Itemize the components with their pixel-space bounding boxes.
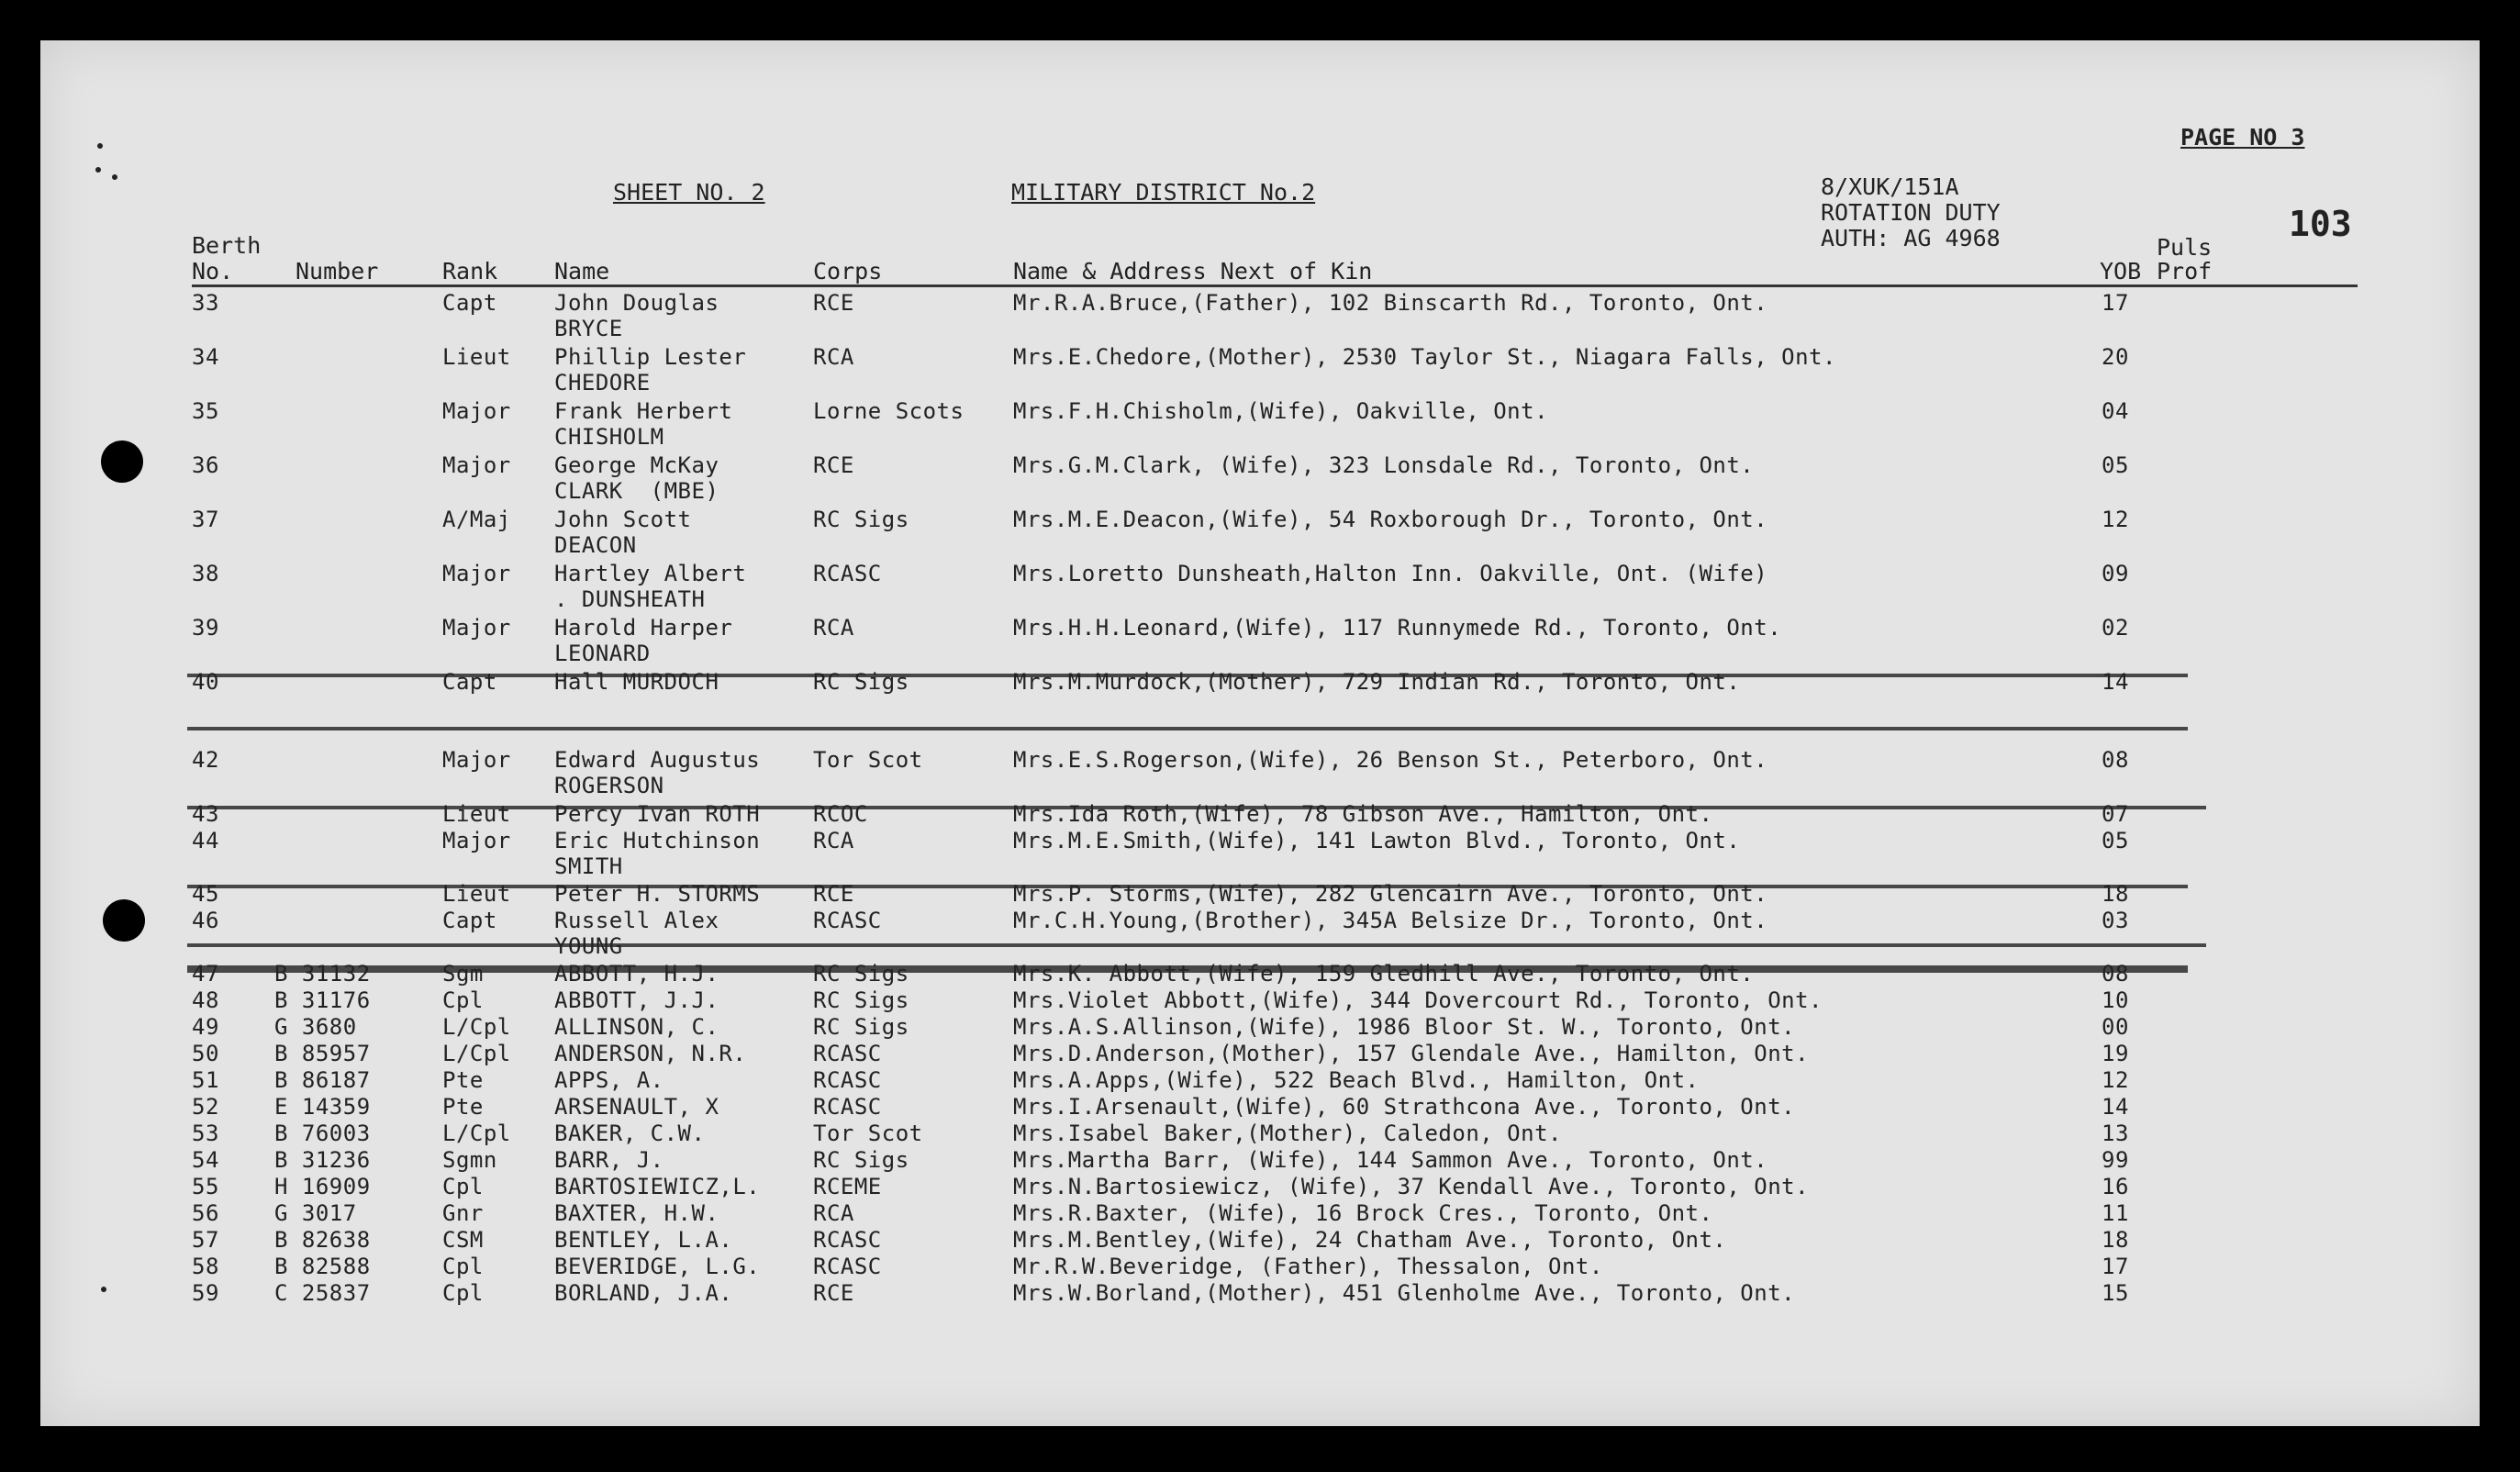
number-cell: G 3017 [274,1200,357,1226]
table-row [40,1094,2480,1121]
col-kin: Name & Address Next of Kin [1013,258,1373,284]
number-cell: G 3680 [274,1014,357,1040]
rank-cell: Pte [442,1067,484,1093]
table-row [40,1200,2480,1228]
ink-speck [112,174,117,180]
name-cell: John Douglas [554,290,719,316]
rank-cell: L/Cpl [442,1014,511,1040]
corps-cell: RCOC [813,801,868,827]
kin-cell: Mrs.G.M.Clark, (Wife), 323 Lonsdale Rd., Toronto, Ont. [1013,452,1755,478]
berth-cell: 34 [192,344,219,370]
authority: AUTH: AG 4968 [1821,225,2001,251]
corps-cell: RCE [813,881,854,907]
name-cell-line2: YOUNG [554,933,623,959]
name-cell: Edward Augustus [554,747,761,773]
corps-cell: RC Sigs [813,1147,909,1173]
yob-cell: 08 [2102,961,2129,987]
table-row [40,1067,2480,1095]
rank-cell: Capt [442,669,497,695]
kin-cell: Mrs.P. Storms,(Wife), 282 Glencairn Ave., Toronto, Ont. [1013,881,1768,907]
corps-cell: RCASC [813,1067,882,1093]
berth-cell: 36 [192,452,219,478]
berth-cell: 47 [192,961,219,987]
berth-cell: 43 [192,801,219,827]
name-cell: BARR, J. [554,1147,664,1173]
corps-cell: RCASC [813,1041,882,1066]
corps-cell: RCASC [813,1227,882,1253]
yob-cell: 11 [2102,1200,2129,1226]
table-row [40,344,2480,396]
berth-cell: 59 [192,1280,219,1306]
kin-cell: Mrs.K. Abbott,(Wife), 159 Gledhill Ave., Toronto, Ont. [1013,961,1755,987]
corps-cell: RCEME [813,1174,882,1199]
yob-cell: 16 [2102,1174,2129,1199]
yob-cell: 19 [2102,1041,2129,1066]
berth-cell: 38 [192,561,219,586]
corps-cell: RC Sigs [813,961,909,987]
rank-cell: Lieut [442,801,511,827]
rank-cell: Major [442,398,511,424]
corps-cell: RCASC [813,1254,882,1279]
kin-cell: Mr.C.H.Young,(Brother), 345A Belsize Dr., Toronto, Ont. [1013,908,1768,933]
table-row [40,961,2480,988]
rank-cell: Major [442,561,511,586]
rank-cell: Cpl [442,1174,484,1199]
rank-cell: Major [442,452,511,478]
berth-cell: 35 [192,398,219,424]
table-row [40,507,2480,558]
kin-cell: Mrs.M.Murdock,(Mother), 729 Indian Rd., Toronto, Ont. [1013,669,1741,695]
col-prof: Prof [2157,258,2213,284]
corps-cell: RCA [813,1200,854,1226]
yob-cell: 99 [2102,1147,2129,1173]
rank-cell: Capt [442,290,497,316]
rank-cell: L/Cpl [442,1121,511,1146]
berth-cell: 51 [192,1067,219,1093]
kin-cell: Mrs.A.Apps,(Wife), 522 Beach Blvd., Hamilton, Ont. [1013,1067,1700,1093]
table-row [40,669,2480,720]
table-row [40,747,2480,798]
number-cell: B 82638 [274,1227,371,1253]
name-cell-line2: SMITH [554,853,623,879]
rank-cell: Major [442,615,511,641]
kin-cell: Mrs.W.Borland,(Mother), 451 Glenholme Ave., Toronto, Ont. [1013,1280,1796,1306]
berth-cell: 46 [192,908,219,933]
berth-cell: 54 [192,1147,219,1173]
corps-cell: RCA [813,615,854,641]
table-row [40,290,2480,341]
name-cell-line2: CHEDORE [554,370,651,396]
rank-cell: Lieut [442,344,511,370]
kin-cell: Mrs.Violet Abbott,(Wife), 344 Dovercourt Rd., Toronto, Ont. [1013,987,1823,1013]
berth-cell: 58 [192,1254,219,1279]
berth-cell: 37 [192,507,219,532]
corps-cell: RCASC [813,1094,882,1120]
yob-cell: 05 [2102,828,2129,853]
yob-cell: 18 [2102,1227,2129,1253]
berth-cell: 56 [192,1200,219,1226]
rank-cell: Cpl [442,987,484,1013]
number-cell: B 85957 [274,1041,371,1066]
name-cell-line2: CLARK (MBE) [554,478,719,504]
name-cell: APPS, A. [554,1067,664,1093]
name-cell: Russell Alex [554,908,719,933]
berth-cell: 44 [192,828,219,853]
kin-cell: Mrs.R.Baxter, (Wife), 16 Brock Cres., Toronto, Ont. [1013,1200,1713,1226]
kin-cell: Mrs.F.H.Chisholm,(Wife), Oakville, Ont. [1013,398,1549,424]
page-number: PAGE NO 3 [2180,124,2305,151]
table-row [40,615,2480,666]
col-rank: Rank [442,258,498,284]
kin-cell: Mrs.D.Anderson,(Mother), 157 Glendale Ave., Hamilton, Ont. [1013,1041,1810,1066]
corps-cell: RC Sigs [813,1014,909,1040]
corps-cell: Lorne Scots [813,398,965,424]
corps-cell: RCE [813,452,854,478]
rank-cell: Capt [442,908,497,933]
number-cell: B 31132 [274,961,371,987]
yob-cell: 08 [2102,747,2129,773]
col-berth-no: No. [192,258,234,284]
name-cell: BEVERIDGE, L.G. [554,1254,761,1279]
yob-cell: 05 [2102,452,2129,478]
berth-cell: 40 [192,669,219,695]
yob-cell: 15 [2102,1280,2129,1306]
table-row [40,1227,2480,1255]
reference-number: 8/XUK/151A [1821,173,1959,200]
document-sheet [40,40,2480,1426]
table-row [40,828,2480,879]
kin-cell: Mrs.N.Bartosiewicz, (Wife), 37 Kendall Ave., Toronto, Ont. [1013,1174,1810,1199]
berth-cell: 55 [192,1174,219,1199]
name-cell: Percy Ivan ROTH [554,801,761,827]
table-row [40,1254,2480,1281]
yob-cell: 20 [2102,344,2129,370]
berth-cell: 33 [192,290,219,316]
ink-speck [97,143,103,149]
name-cell: Eric Hutchinson [554,828,761,853]
stamp-number: 103 [2289,204,2352,244]
name-cell: John Scott [554,507,692,532]
kin-cell: Mrs.I.Arsenault,(Wife), 60 Strathcona Ave., Toronto, Ont. [1013,1094,1796,1120]
yob-cell: 12 [2102,507,2129,532]
yob-cell: 09 [2102,561,2129,586]
corps-cell: RC Sigs [813,987,909,1013]
corps-cell: RCASC [813,908,882,933]
yob-cell: 14 [2102,1094,2129,1120]
rank-cell: Lieut [442,881,511,907]
berth-cell: 45 [192,881,219,907]
rank-cell: Major [442,828,511,853]
name-cell: ARSENAULT, X [554,1094,719,1120]
ink-speck [95,167,101,173]
table-row [40,1147,2480,1175]
table-row [40,398,2480,450]
name-cell: BARTOSIEWICZ,L. [554,1174,761,1199]
yob-cell: 12 [2102,1067,2129,1093]
table-row [40,908,2480,959]
name-cell: Harold Harper [554,615,733,641]
col-yob: YOB [2100,258,2142,284]
table-row [40,987,2480,1015]
name-cell-line2: BRYCE [554,316,623,341]
rank-cell: CSM [442,1227,484,1253]
header-rule [192,284,2358,287]
name-cell-line2: DEACON [554,532,637,558]
corps-cell: Tor Scot [813,1121,923,1146]
table-row [40,561,2480,612]
rotation-duty: ROTATION DUTY [1821,199,2001,226]
table-row [40,1041,2480,1068]
sheet-number: SHEET NO. 2 [613,179,765,206]
yob-cell: 03 [2102,908,2129,933]
rank-cell: Major [442,747,511,773]
col-corps: Corps [813,258,883,284]
number-cell: B 76003 [274,1121,371,1146]
col-berth: Berth [192,232,262,259]
number-cell: C 25837 [274,1280,371,1306]
kin-cell: Mrs.H.H.Leonard,(Wife), 117 Runnymede Rd., Toronto, Ont. [1013,615,1782,641]
table-row [40,1174,2480,1201]
name-cell: Frank Herbert [554,398,733,424]
name-cell: Phillip Lester [554,344,747,370]
table-row [40,452,2480,504]
yob-cell: 18 [2102,881,2129,907]
name-cell: BENTLEY, L.A. [554,1227,733,1253]
name-cell: Hartley Albert [554,561,747,586]
berth-cell: 48 [192,987,219,1013]
yob-cell: 00 [2102,1014,2129,1040]
name-cell: BAKER, C.W. [554,1121,706,1146]
kin-cell: Mrs.Ida Roth,(Wife), 78 Gibson Ave., Hamilton, Ont. [1013,801,1713,827]
rank-cell: L/Cpl [442,1041,511,1066]
number-cell: H 16909 [274,1174,371,1199]
berth-cell: 49 [192,1014,219,1040]
kin-cell: Mrs.M.Bentley,(Wife), 24 Chatham Ave., Toronto, Ont. [1013,1227,1727,1253]
yob-cell: 07 [2102,801,2129,827]
yob-cell: 17 [2102,290,2129,316]
table-row [40,1014,2480,1042]
kin-cell: Mrs.Martha Barr, (Wife), 144 Sammon Ave., Toronto, Ont. [1013,1147,1768,1173]
corps-cell: RC Sigs [813,507,909,532]
name-cell: ANDERSON, N.R. [554,1041,747,1066]
rank-cell: Pte [442,1094,484,1120]
corps-cell: RCE [813,290,854,316]
kin-cell: Mrs.M.E.Deacon,(Wife), 54 Roxborough Dr., Toronto, Ont. [1013,507,1768,532]
berth-cell: 57 [192,1227,219,1253]
corps-cell: RCA [813,828,854,853]
berth-cell: 52 [192,1094,219,1120]
corps-cell: RCA [813,344,854,370]
name-cell-line2: . DUNSHEATH [554,586,706,612]
number-cell: B 86187 [274,1067,371,1093]
kin-cell: Mr.R.A.Bruce,(Father), 102 Binscarth Rd., Toronto, Ont. [1013,290,1768,316]
kin-cell: Mrs.E.Chedore,(Mother), 2530 Taylor St., Niagara Falls, Ont. [1013,344,1836,370]
rank-cell: Sgmn [442,1147,497,1173]
kin-cell: Mrs.Loretto Dunsheath,Halton Inn. Oakville, Ont. (Wife) [1013,561,1768,586]
corps-cell: RCE [813,1280,854,1306]
berth-cell: 50 [192,1041,219,1066]
name-cell: George McKay [554,452,719,478]
name-cell: Peter H. STORMS [554,881,761,907]
name-cell: ALLINSON, C. [554,1014,719,1040]
number-cell: B 82588 [274,1254,371,1279]
name-cell-line2: LEONARD [554,641,651,666]
yob-cell: 02 [2102,615,2129,641]
name-cell: Hall MURDOCH [554,669,719,695]
col-number: Number [295,258,379,284]
name-cell-line2: ROGERSON [554,773,664,798]
col-name: Name [554,258,610,284]
yob-cell: 13 [2102,1121,2129,1146]
kin-cell: Mrs.Isabel Baker,(Mother), Caledon, Ont. [1013,1121,1562,1146]
number-cell: B 31236 [274,1147,371,1173]
number-cell: E 14359 [274,1094,371,1120]
name-cell: BAXTER, H.W. [554,1200,719,1226]
rank-cell: Sgm [442,961,484,987]
strikethrough-line [187,727,2188,730]
corps-cell: RCASC [813,561,882,586]
yob-cell: 17 [2102,1254,2129,1279]
kin-cell: Mr.R.W.Beveridge, (Father), Thessalon, Ont. [1013,1254,1603,1279]
yob-cell: 04 [2102,398,2129,424]
number-cell: B 31176 [274,987,371,1013]
district-title: MILITARY DISTRICT No.2 [1011,179,1316,206]
corps-cell: RC Sigs [813,669,909,695]
yob-cell: 10 [2102,987,2129,1013]
rank-cell: Cpl [442,1254,484,1279]
kin-cell: Mrs.E.S.Rogerson,(Wife), 26 Benson St., Peterboro, Ont. [1013,747,1768,773]
name-cell-line2: CHISHOLM [554,424,664,450]
corps-cell: Tor Scot [813,747,923,773]
rank-cell: Gnr [442,1200,484,1226]
kin-cell: Mrs.M.E.Smith,(Wife), 141 Lawton Blvd., Toronto, Ont. [1013,828,1741,853]
berth-cell: 42 [192,747,219,773]
col-puls: Puls [2157,234,2213,261]
yob-cell: 14 [2102,669,2129,695]
name-cell: BORLAND, J.A. [554,1280,733,1306]
table-row [40,1121,2480,1148]
rank-cell: A/Maj [442,507,511,532]
name-cell: ABBOTT, J.J. [554,987,719,1013]
berth-cell: 39 [192,615,219,641]
kin-cell: Mrs.A.S.Allinson,(Wife), 1986 Bloor St. W., Toronto, Ont. [1013,1014,1796,1040]
table-row [40,1280,2480,1308]
berth-cell: 53 [192,1121,219,1146]
name-cell: ABBOTT, H.J. [554,961,719,987]
rank-cell: Cpl [442,1280,484,1306]
